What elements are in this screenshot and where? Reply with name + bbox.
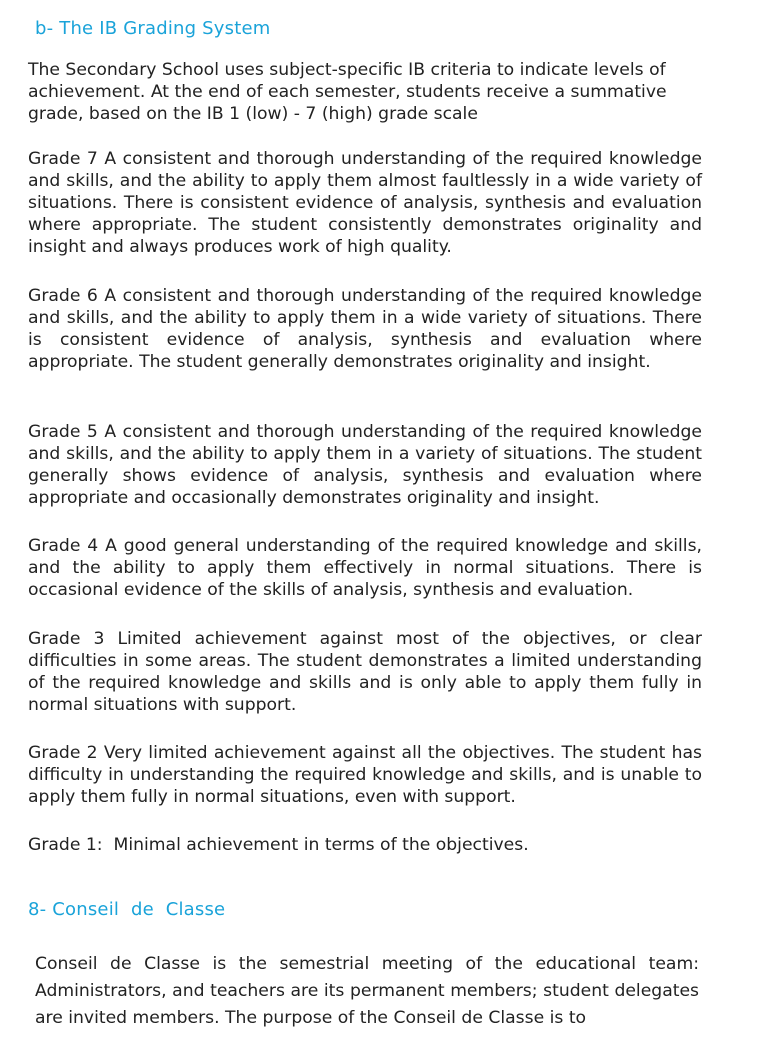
intro-paragraph: The Secondary School uses subject-specific IB criteria to indicate levels of achievement. At the end of each semester, students receive a summative grade, based on the IB 1 (low) - 7 (high) grade scale bbox=[28, 60, 667, 124]
conseil-de-classe-paragraph: Conseil de Classe is the semestrial meeting of the educational team: Administrators, and teachers are its permanent members; student delegates are invited members. The purpose of the Conseil de Classe is to bbox=[35, 954, 699, 1028]
section-b-heading: b- The IB Grading System bbox=[35, 18, 271, 39]
grade-2-paragraph: Grade 2 Very limited achievement against all the objectives. The student has difficulty in understanding the required knowledge and skills, and is unable to apply them fully in normal situations, even with support. bbox=[28, 743, 702, 807]
grade-1-paragraph: Grade 1: Minimal achievement in terms of the objectives. bbox=[28, 835, 529, 855]
grade-4-paragraph: Grade 4 A good general understanding of the required knowledge and skills, and the ability to apply them effectively in normal situations. There is occasional evidence of the skills of analysis, synthesis and evaluation. bbox=[28, 536, 702, 600]
grade-6-paragraph: Grade 6 A consistent and thorough understanding of the required knowledge and skills, and the ability to apply them in a wide variety of situations. There is consistent evidence of analysis, synthesis and evaluation where appropriate. The student generally demonstrates originality and insight. bbox=[28, 286, 702, 372]
grade-7-paragraph: Grade 7 A consistent and thorough understanding of the required knowledge and skills, and the ability to apply them almost faultlessly in a wide variety of situations. There is consistent evidence of analysis, synthesis and evaluation where appropriate. The student consistently demonstrates originality and insight and always produces work of high quality. bbox=[28, 149, 702, 257]
grade-5-paragraph: Grade 5 A consistent and thorough understanding of the required knowledge and skills, and the ability to apply them in a variety of situations. The student generally shows evidence of analysis, synthesis and evaluation where appropriate and occasionally demonstrates originality and insight. bbox=[28, 422, 702, 508]
grade-3-paragraph: Grade 3 Limited achievement against most of the objectives, or clear difficulties in some areas. The student demonstrates a limited understanding of the required knowledge and skills and is only able to apply them fully in normal situations with support. bbox=[28, 629, 702, 715]
section-8-heading: 8- Conseil de Classe bbox=[28, 899, 226, 920]
